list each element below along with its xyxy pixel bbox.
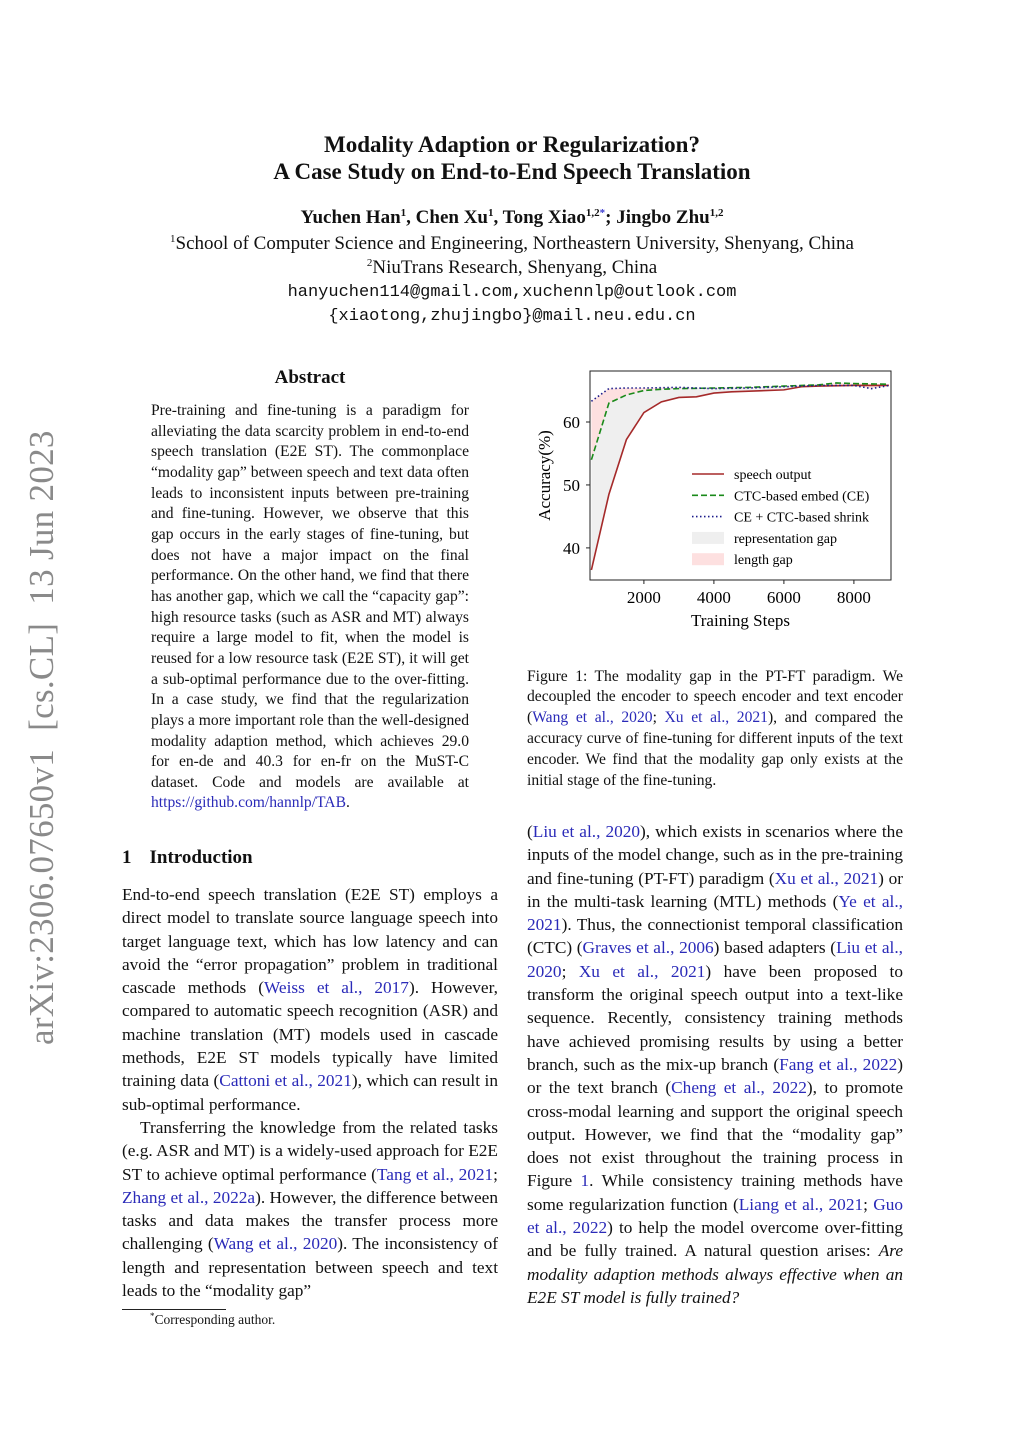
citation-link[interactable]: Cheng et al., 2022	[671, 1078, 807, 1098]
right-column-body	[527, 820, 903, 1309]
footnote-text: Corresponding author.	[154, 1312, 276, 1327]
legend-label: CE + CTC-based shrink	[734, 510, 870, 526]
text-run: ). However, compared to automatic speech recognition (ASR) and machine translation (MT) models used in cascade methods, E2E ST models typically have limited training data (	[122, 978, 498, 1091]
author-separator: ,	[493, 207, 503, 228]
authors	[0, 207, 1024, 229]
y-tick-label: 50	[563, 475, 580, 495]
author-name: Yuchen Han	[300, 207, 401, 228]
corresponding-author-mark[interactable]: *	[599, 207, 606, 219]
author-affiliation-mark: 1,2	[585, 207, 600, 219]
citation-link[interactable]: Cattoni et al., 2021	[219, 1071, 352, 1091]
author-name: Chen Xu	[415, 207, 488, 228]
emails	[0, 281, 1024, 329]
x-tick-label: 2000	[626, 588, 661, 607]
text-run: ;	[561, 961, 579, 981]
author-name: Jingbo Zhu	[616, 207, 710, 228]
text-run: ) to help the model overcome over-fitting and be fully trained. A natural question arises:	[527, 1218, 903, 1261]
author-affiliation-mark: 1,2	[709, 207, 724, 219]
citation-link[interactable]: Liang et al., 2021	[738, 1194, 864, 1214]
section-title: Introduction	[149, 847, 253, 868]
text-run: Figure 1: The modality gap in the PT-FT paradigm. We decoupled the encoder to speech encoder and text encoder (	[527, 667, 903, 727]
affiliation-mark: 2	[366, 257, 373, 269]
accuracy-chart	[520, 360, 900, 640]
text-run: ) or the text branch (	[527, 1054, 904, 1098]
author-separator: ,	[406, 207, 416, 228]
text-run: ) or in the multi-task learning (MTL) methods (	[527, 868, 903, 911]
citation-link[interactable]: 1	[580, 1171, 590, 1191]
citation-link[interactable]: Liu et al., 2020	[532, 822, 641, 841]
citation-link[interactable]: Zhang et al., 2022a	[122, 1187, 256, 1207]
citation-link[interactable]: Wang et al., 2020	[532, 709, 653, 727]
text-run: ). However, the difference between tasks and data makes the transfer process more challenging (	[122, 1187, 498, 1254]
citation-link[interactable]: Xu et al., 2021	[578, 961, 706, 981]
left-column-body	[122, 883, 498, 1302]
text-run: . While consistency training methods have some regularization function (	[527, 1171, 903, 1214]
text-run: Are modality adaption methods always effective when an E2E ST model is fully trained?	[527, 1241, 903, 1307]
x-tick-label: 4000	[696, 588, 731, 607]
citation-link[interactable]: Ye et al., 2021	[527, 891, 903, 935]
text-run: ), and compared the accuracy curve of fine-tuning for different inputs of the text encoder. We find that the modality gap only exists at the initial stage of the fine-tuning.	[527, 709, 904, 789]
text-run: ) have been proposed to transform the original speech output into a text-like sequence. Recently, consistency training methods have achieved promising results by using a better branch, such as the mix-up branch (	[527, 961, 903, 1074]
x-tick-label: 8000	[836, 588, 871, 607]
text-run: ), which can result in sub-optimal performance.	[122, 1071, 498, 1114]
abstract-heading: Abstract	[274, 367, 346, 388]
text-run: ;	[652, 709, 665, 727]
text-run: Pre-training and fine-tuning is a paradigm for alleviating the data scarcity problem in end-to-end speech translation (E2E ST). The commonplace “modality gap” between speech and text data often leads to inconsistent inputs between pre-training and fine-tuning. However, we observe that this gap occurs in the early stages of fine-tuning, but does not have a major impact on the final performance. On the other hand, we find that there has another gap, which we call the “capacity gap”: high resource tasks (such as ASR and MT) always require a large model to fit, when the model is reused for a low resource task (E2E ST), it will get a sub-optimal performance due to the over-fitting. In a case study, we find that the regularization plays a more important role than the well-designed modality adaption method, which achieves 29.0 for en-de and 40.3 for en-fr on the MuST-C dataset. Code and models are available at	[151, 402, 469, 791]
email-line-1: hanyuchen114@gmail.com,xuchennlp@outlook.com	[287, 283, 737, 302]
footnote	[150, 1312, 275, 1328]
paper-title	[0, 131, 1024, 185]
arxiv-watermark: arXiv:2306.07650v1 [cs.CL] 13 Jun 2023	[22, 430, 61, 1045]
affiliation-text: NiuTrans Research, Shenyang, China	[372, 257, 658, 278]
x-tick-label: 6000	[766, 588, 801, 607]
affiliations	[0, 232, 1024, 280]
text-run: .	[345, 794, 350, 812]
text-run: ), which exists in scenarios where the inputs of the model change, such as in the pre-training and fine-tuning (PT-FT) paradigm (	[527, 822, 903, 888]
citation-link[interactable]: Tang et al., 2021	[376, 1164, 494, 1184]
legend-label: length gap	[734, 553, 793, 569]
text-run: ;	[863, 1194, 874, 1214]
y-axis-label: Accuracy(%)	[535, 430, 554, 521]
citation-link[interactable]: Weiss et al., 2017	[264, 978, 409, 998]
legend-label: CTC-based embed (CE)	[734, 489, 870, 505]
text-run: ). Thus, the connectionist temporal classification (CTC) (	[527, 915, 903, 958]
affiliation-text: School of Computer Science and Engineering, Northeastern University, Shenyang, China	[175, 233, 854, 254]
citation-link[interactable]: Fang et al., 2022	[779, 1054, 898, 1074]
title-line-1: Modality Adaption or Regularization?	[324, 132, 700, 157]
email-line-2: {xiaotong,zhujingbo}@mail.neu.edu.cn	[328, 307, 696, 326]
affiliation-mark: 1	[170, 233, 176, 245]
footnote-divider	[122, 1309, 226, 1310]
figure-caption	[527, 651, 903, 807]
abstract-body	[151, 401, 469, 814]
author-separator: ;	[605, 207, 617, 228]
text-run: End-to-end speech translation (E2E ST) employs a direct model to translate source language speech into target language text, which has low latency and can avoid the “error propagation” problem in traditional cascade methods (	[122, 885, 498, 998]
affiliation	[0, 256, 1024, 280]
citation-link[interactable]: Graves et al., 2006	[582, 938, 714, 958]
x-axis-label: Training Steps	[690, 611, 791, 630]
legend-label: speech output	[734, 468, 812, 483]
y-tick-label: 40	[563, 538, 580, 558]
y-tick-label: 60	[563, 412, 580, 432]
section-number: 1	[122, 847, 132, 868]
legend-swatch	[692, 553, 724, 565]
caption-text	[527, 667, 903, 792]
legend-label: representation gap	[734, 531, 838, 547]
citation-link[interactable]: https://github.com/hannlp/TAB	[151, 794, 346, 812]
text-run: ) based adapters (	[713, 938, 837, 958]
author-affiliation-mark: 1	[487, 207, 494, 219]
citation-link[interactable]: Liu et al., 2020	[527, 938, 903, 981]
author-affiliation-mark: 1	[400, 207, 407, 219]
citation-link[interactable]: Xu et al., 2021	[774, 868, 879, 888]
text-run: ;	[493, 1164, 498, 1184]
author-name: Tong Xiao	[502, 207, 586, 228]
citation-link[interactable]: Guo et al., 2022	[527, 1194, 903, 1238]
paragraph	[122, 1116, 498, 1302]
citation-link[interactable]: Xu et al., 2021	[664, 709, 768, 727]
affiliation	[0, 232, 1024, 256]
legend-swatch	[692, 532, 724, 544]
citation-link[interactable]: Wang et al., 2020	[213, 1234, 338, 1254]
footnote-mark: *	[150, 1311, 155, 1321]
text-run: Transferring the knowledge from the related tasks (e.g. ASR and MT) is a widely-used approach for E2E ST to achieve optimal performance (	[122, 1117, 498, 1184]
paragraph	[527, 820, 903, 1309]
abstract-paragraph	[151, 401, 469, 814]
text-run: (	[527, 822, 533, 841]
text-run: ). The inconsistency of length and representation between speech and text leads to the “modality gap”	[122, 1234, 498, 1301]
title-line-2: A Case Study on End-to-End Speech Translation	[273, 159, 751, 184]
section-heading-introduction	[122, 847, 253, 869]
text-run: ), to promote cross-modal learning and support the original speech output. However, we find that the “modality gap” does not exist throughout the training process in Figure	[527, 1078, 903, 1191]
paragraph	[122, 883, 498, 1116]
